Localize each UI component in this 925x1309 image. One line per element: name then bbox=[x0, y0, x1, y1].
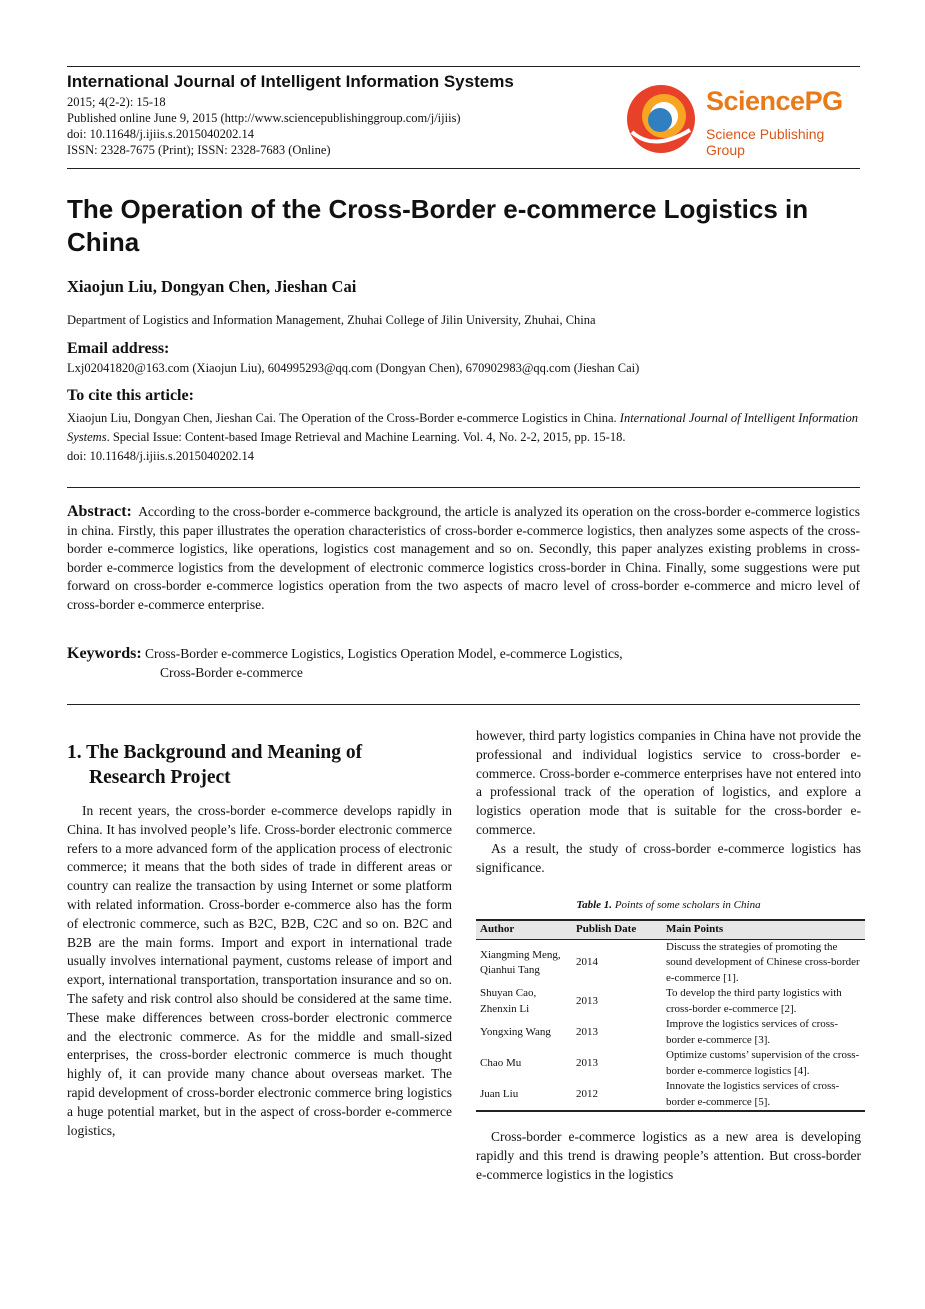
journal-volume: 2015; 4(2-2): 15-18 bbox=[67, 95, 166, 109]
keywords bbox=[67, 645, 860, 682]
table-cell-author: Chao Mu bbox=[480, 1057, 522, 1070]
keywords-line1: Cross-Border e-commerce Logistics, Logistics Operation Model, e-commerce Logistics, bbox=[145, 646, 623, 661]
table-caption bbox=[476, 899, 861, 911]
table-row bbox=[476, 1048, 865, 1079]
table-row bbox=[476, 939, 865, 986]
publication-info: Published online June 9, 2015 (http://www.sciencepublishinggroup.com/j/ijiis) bbox=[67, 111, 461, 125]
table-cell-date: 2014 bbox=[576, 956, 598, 969]
scholars-table bbox=[476, 919, 865, 1112]
table-cell-author: Juan Liu bbox=[476, 1079, 572, 1111]
abstract-label: Abstract: bbox=[67, 503, 132, 520]
abstract-text: According to the cross-border e-commerce background, the article is analyzed its operation on the cross-border e-commerce logistics in china. Firstly, this paper illustrates the operation characteristics of cross-border e-commerce logistics, then analyzes some aspects of the cross-border e-commerce logistics, like operations, logistics cost management and so on. Secondly, this paper analyzes existing problems in cross-border e-commerce logistics from the development of electronic commerce logistics cross-border in China. Finally, some suggestions were put forward on cross-border e-commerce logistics operation from the two aspects of macro level of cross-border e-commerce and micro level of cross-border e-commerce enterprise. bbox=[67, 504, 860, 612]
issn: ISSN: 2328-7675 (Print); ISSN: 2328-7683 (Online) bbox=[67, 143, 331, 157]
abstract bbox=[67, 503, 860, 614]
publisher-logo bbox=[624, 80, 864, 160]
abstract-top-rule bbox=[67, 487, 860, 488]
table-caption-text: Points of some scholars in China bbox=[612, 899, 761, 912]
logo-emblem-icon bbox=[624, 82, 698, 156]
table-row bbox=[476, 986, 865, 1017]
affiliation: Department of Logistics and Information Management, Zhuhai College of Jilin University, Zhuhai, China bbox=[67, 313, 596, 327]
email-heading: Email address: bbox=[67, 340, 170, 357]
table-row bbox=[476, 1079, 865, 1111]
table-cell-points: Discuss the strategies of promoting the sound development of Chinese cross-border e-commerce [1]. bbox=[666, 940, 860, 984]
cite-heading: To cite this article: bbox=[67, 387, 194, 404]
table-cell-points: Optimize customs’ supervision of the cross-border e-commerce logistics [4]. bbox=[666, 1049, 860, 1077]
header-top-rule bbox=[67, 66, 860, 67]
table-cell-author: Yongxing Wang bbox=[480, 1026, 551, 1039]
left-column bbox=[67, 740, 452, 1140]
table-header-points: Main Points bbox=[662, 920, 865, 939]
citation-text: Xiaojun Liu, Dongyan Chen, Jieshan Cai. The Operation of the Cross-Border e-commerce Logistics in China. bbox=[67, 411, 620, 425]
keywords-line2: Cross-Border e-commerce bbox=[160, 664, 303, 680]
header-bottom-rule bbox=[67, 168, 860, 169]
table-header-date: Publish Date bbox=[572, 920, 662, 939]
paragraph-4: Cross-border e-commerce logistics as a new area is developing rapidly and this trend is drawing people’s attention. But cross-border e-commerce logistics in the logistics bbox=[476, 1129, 861, 1182]
keywords-label: Keywords: bbox=[67, 645, 142, 662]
table-cell-date: 2013 bbox=[576, 1057, 598, 1070]
header-doi: doi: 10.11648/j.ijiis.s.2015040202.14 bbox=[67, 127, 255, 141]
paragraph-1: In recent years, the cross-border e-commerce develops rapidly in China. It has involved people’s life. Cross-border electronic commerce refers to a more advanced form of the application process of electronic commerce; it means that the both sides of trade in different areas or country can realize the transaction by using Internet or some platform with related information. Cross-border e-commerce also has the form of electronic commerce, such as B2C, B2B, C2C and so on. B2C and B2B are the main forms. Import and export in international trade usually involves international payment, customs release of import and export, international transportation, transportation insurance and so on. The safety and risk control also should be considered at the same time. These make differences between cross-border electronic commerce and the electronic commerce. As for the middle and small-sized enterprises, the cross-border electronic commerce is much thought highly of, it can provide many chance about overseas market. The rapid development of cross-border electronic commerce bring logistics a huge potential market, but in the aspect of cross-border e-commerce logistics, bbox=[67, 803, 452, 1138]
citation-journal: International Journal of Intelligent Information Systems bbox=[67, 411, 858, 444]
paragraph-2: however, third party logistics companies in China have not provide the professional and individual logistics service to cross-border e-commerce. Cross-border e-commerce enterprises have not entered into a professional track of the operation of logistics, and explore a logistics operation mode that is suitable for the cross-border e-commerce. bbox=[476, 728, 861, 837]
citation-doi: doi: 10.11648/j.ijiis.s.2015040202.14 bbox=[67, 449, 255, 463]
section-heading bbox=[67, 740, 452, 790]
table-header-row bbox=[476, 920, 865, 939]
table-row bbox=[476, 1017, 865, 1048]
paragraph-3: As a result, the study of cross-border e-commerce logistics has significance. bbox=[476, 840, 861, 875]
citation-details: . Special Issue: Content-based Image Retrieval and Machine Learning. Vol. 4, No. 2-2, 2015, pp. 15-18. bbox=[106, 430, 626, 444]
logo-wordmark: SciencePG bbox=[706, 86, 843, 116]
abstract-bottom-rule bbox=[67, 704, 860, 705]
table-cell-author: Xiangming Meng, Qianhui Tang bbox=[480, 948, 561, 977]
table-cell-date: 2013 bbox=[576, 1026, 598, 1039]
table-cell-date: 2013 bbox=[576, 995, 598, 1008]
table-cell-points: Innovate the logistics services of cross-border e-commerce [5]. bbox=[662, 1079, 865, 1111]
table-header-author: Author bbox=[476, 920, 572, 939]
journal-name: International Journal of Intelligent Information Systems bbox=[67, 72, 514, 91]
table-caption-label: Table 1. bbox=[576, 899, 613, 912]
citation bbox=[67, 409, 860, 466]
email-addresses: Lxj02041820@163.com (Xiaojun Liu), 604995293@qq.com (Dongyan Chen), 670902983@qq.com (Jieshan Cai) bbox=[67, 361, 640, 375]
right-column bbox=[476, 727, 861, 1185]
table-cell-points: To develop the third party logistics with cross-border e-commerce [2]. bbox=[666, 987, 842, 1015]
table-cell-author: Shuyan Cao, Zhenxin Li bbox=[480, 987, 537, 1015]
paper-title: The Operation of the Cross-Border e-commerce Logistics in China bbox=[67, 194, 809, 257]
section-heading-line2: Research Project bbox=[89, 767, 231, 788]
table-cell-points: Improve the logistics services of cross-border e-commerce [3]. bbox=[666, 1018, 838, 1046]
section-heading-line1: 1. The Background and Meaning of bbox=[67, 742, 363, 763]
logo-subtitle: Science Publishing Group bbox=[706, 126, 825, 158]
authors: Xiaojun Liu, Dongyan Chen, Jieshan Cai bbox=[67, 277, 357, 296]
table-cell-date: 2012 bbox=[572, 1079, 662, 1111]
